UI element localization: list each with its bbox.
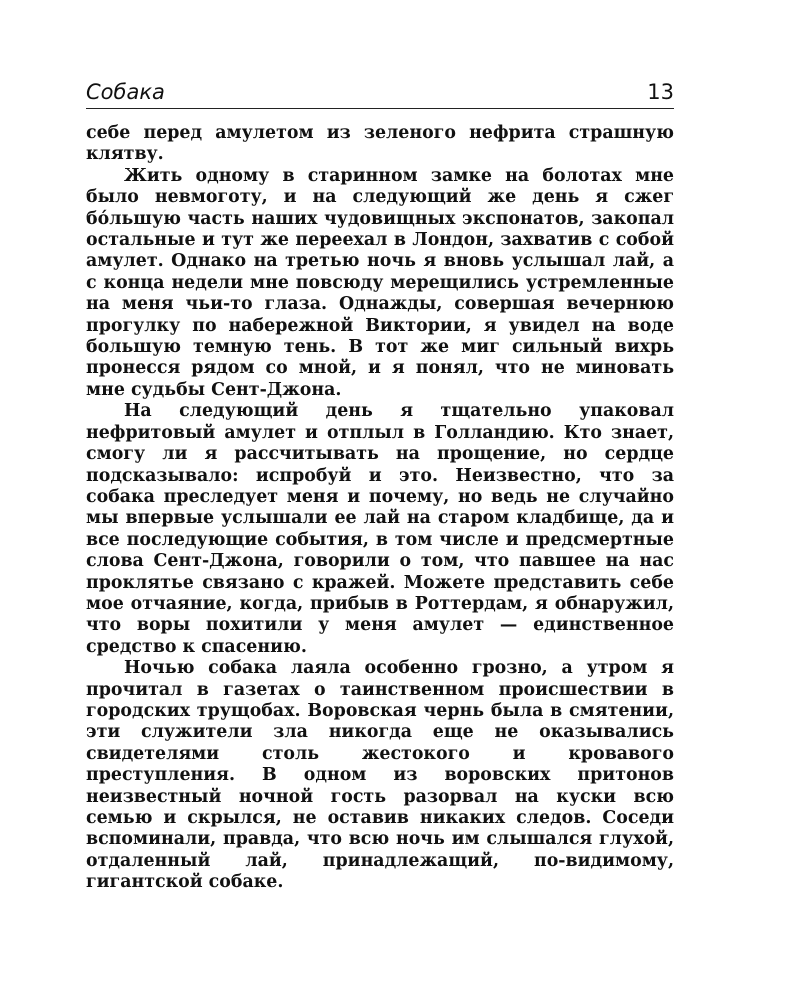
- page-number: 13: [647, 80, 674, 104]
- paragraph-continued: себе перед амулетом из зеленого нефрита страшную клятву.: [86, 123, 674, 165]
- running-title: Собака: [86, 80, 165, 104]
- paragraph: Ночью собака лаяла особенно грозно, а утром я прочитал в газетах о таинственном происшествии в городских трущобах. Воровская чернь была в смятении, эти служители зла никогда еще не оказывались свидетелями столь жестокого и кровавого преступления. В одном из воровских притонов неизвестный ночной гость разорвал на куски всю семью и скрылся, не оставив никаких следов. Соседи вспоминали, правда, что всю ночь им слышался глухой, отдаленный лай, принадлежащий, по-видимому, гигантской собаке.: [86, 658, 674, 893]
- body-text: [86, 123, 674, 894]
- paragraph: На следующий день я тщательно упаковал нефритовый амулет и отплыл в Голландию. Кто знает, смогу ли я рассчитывать на прощение, но сердце подсказывало: испробуй и это. Неизвестно, что за собака преследует меня и почему, но ведь не случайно мы впервые услышали ее лай на старом кладбище, да и все последующие события, в том числе и предсмертные слова Сент-Джона, говорили о том, что павшее на нас проклятье связано с кражей. Можете представить себе мое отчаяние, когда, прибыв в Роттердам, я обнаружил, что воры похитили у меня амулет — единственное средство к спасению.: [86, 401, 674, 657]
- running-head: [86, 78, 674, 109]
- paragraph: Жить одному в старинном замке на болотах мне было невмоготу, и на следующий же день я сжег бо́льшую часть наших чудовищных экспонатов, закопал остальные и тут же переехал в Лондон, захватив с собой амулет. Однако на третью ночь я вновь услышал лай, а с конца недели мне повсюду мерещились устремленные на меня чьи-то глаза. Однажды, совершая вечернюю прогулку по набережной Виктории, я увидел на воде большую темную тень. В тот же миг сильный вихрь пронесся рядом со мной, и я понял, что не миновать мне судьбы Сент-Джона.: [86, 165, 674, 400]
- book-page: [86, 78, 674, 894]
